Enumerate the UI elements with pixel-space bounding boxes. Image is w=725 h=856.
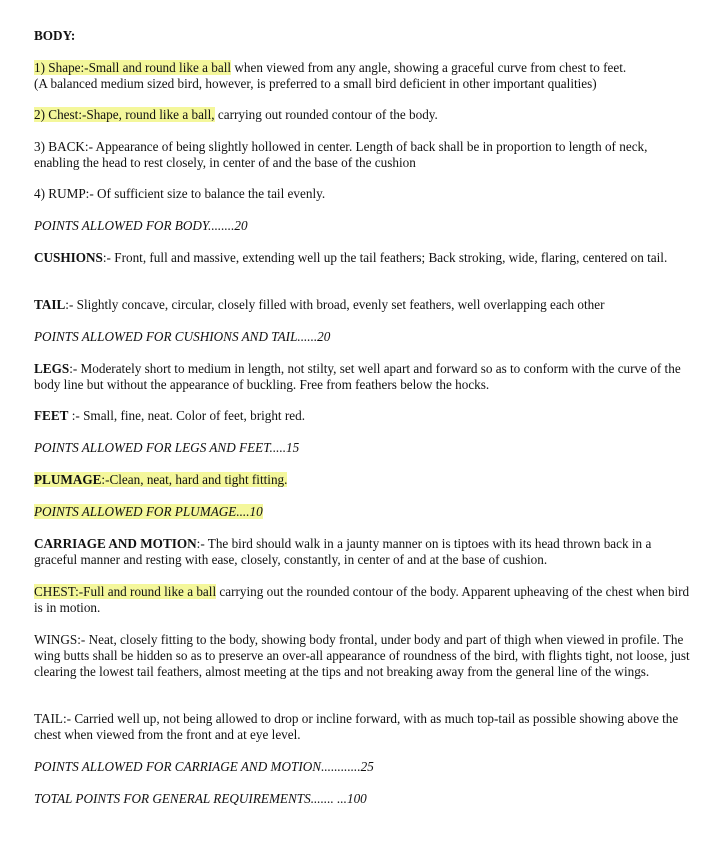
- chest-motion-paragraph: [34, 584, 694, 616]
- rump-paragraph: 4) RUMP:- Of sufficient size to balance the tail evenly.: [34, 186, 326, 201]
- chest-motion-lead: CHEST:-Full and round like a ball: [34, 584, 217, 599]
- section-heading: BODY:: [34, 28, 76, 43]
- carriage-label: CARRIAGE AND MOTION: [34, 536, 197, 551]
- shape-lead: 1) Shape:-Small and round like a ball: [34, 60, 232, 75]
- chest-motion-rest: carrying out the rounded contour of the body. Apparent upheaving of the chest when bird is in motion.: [34, 584, 690, 615]
- plumage-label: PLUMAGE: [34, 472, 102, 487]
- total-points: TOTAL POINTS FOR GENERAL REQUIREMENTS....... ...100: [34, 791, 367, 806]
- carriage-text: :- The bird should walk in a jaunty manner on is tiptoes with its head thrown back in a graceful manner and resting with ease, closely, constantly, in center of and at the base of cushion.: [34, 536, 652, 567]
- shape-paragraph: [34, 60, 694, 92]
- cushions-paragraph: [34, 250, 694, 266]
- feet-text: :- Small, fine, neat. Color of feet, bright red.: [68, 408, 306, 423]
- points-cushions: POINTS ALLOWED FOR CUSHIONS AND TAIL......20: [34, 329, 331, 344]
- points-plumage: POINTS ALLOWED FOR PLUMAGE....10: [34, 504, 263, 519]
- plumage-text: :-Clean, neat, hard and tight fitting.: [101, 472, 288, 487]
- shape-rest: when viewed from any angle, showing a graceful curve from chest to feet.: [231, 60, 627, 75]
- tail-carriage-paragraph: TAIL:- Carried well up, not being allowed to drop or incline forward, with as much top-tail as possible showing above the chest when viewed from the front and at eye level.: [34, 711, 679, 742]
- points-plumage-paragraph: [34, 504, 694, 520]
- carriage-paragraph: [34, 536, 694, 568]
- legs-label: LEGS: [34, 361, 70, 376]
- chest-paragraph: [34, 107, 694, 123]
- legs-paragraph: [34, 361, 694, 393]
- shape-line2: (A balanced medium sized bird, however, is preferred to a small bird deficient in other important qualities): [34, 76, 597, 91]
- chest-lead: 2) Chest:-Shape, round like a ball,: [34, 107, 215, 122]
- feet-paragraph: [34, 408, 694, 424]
- wings-paragraph: WINGS:- Neat, closely fitting to the body, showing body frontal, under body and part of thigh when viewed in profile. The wing butts shall be hidden so as to preserve an over-all appearance of roundness of the bird, with flights tight, not loose, just clearing the lowest tail feathers, almost meeting at the tips and not breaking away from the general line of the wings.: [34, 632, 690, 679]
- feet-label: FEET: [34, 408, 69, 423]
- cushions-text: :- Front, full and massive, extending well up the tail feathers; Back stroking, wide, flaring, centered on tail.: [102, 250, 668, 265]
- legs-text: :- Moderately short to medium in length, not stilty, set well apart and forward so as to conform with the curve of the body line but without the appearance of buckling. Free from feathers below the hocks.: [34, 361, 681, 392]
- points-legs: POINTS ALLOWED FOR LEGS AND FEET.....15: [34, 440, 300, 455]
- tail-paragraph: [34, 297, 694, 313]
- tail-text: :- Slightly concave, circular, closely filled with broad, evenly set feathers, well overlapping each other: [65, 297, 605, 312]
- plumage-paragraph: [34, 472, 694, 488]
- tail-label: TAIL: [34, 297, 66, 312]
- back-paragraph: 3) BACK:- Appearance of being slightly hollowed in center. Length of back shall be in proportion to length of neck, enabling the head to rest closely, in center of and the base of the cushion: [34, 139, 648, 170]
- points-carriage: POINTS ALLOWED FOR CARRIAGE AND MOTION............25: [34, 759, 374, 774]
- points-body: POINTS ALLOWED FOR BODY........20: [34, 218, 248, 233]
- chest-rest: carrying out rounded contour of the body.: [214, 107, 438, 122]
- cushions-label: CUSHIONS: [34, 250, 103, 265]
